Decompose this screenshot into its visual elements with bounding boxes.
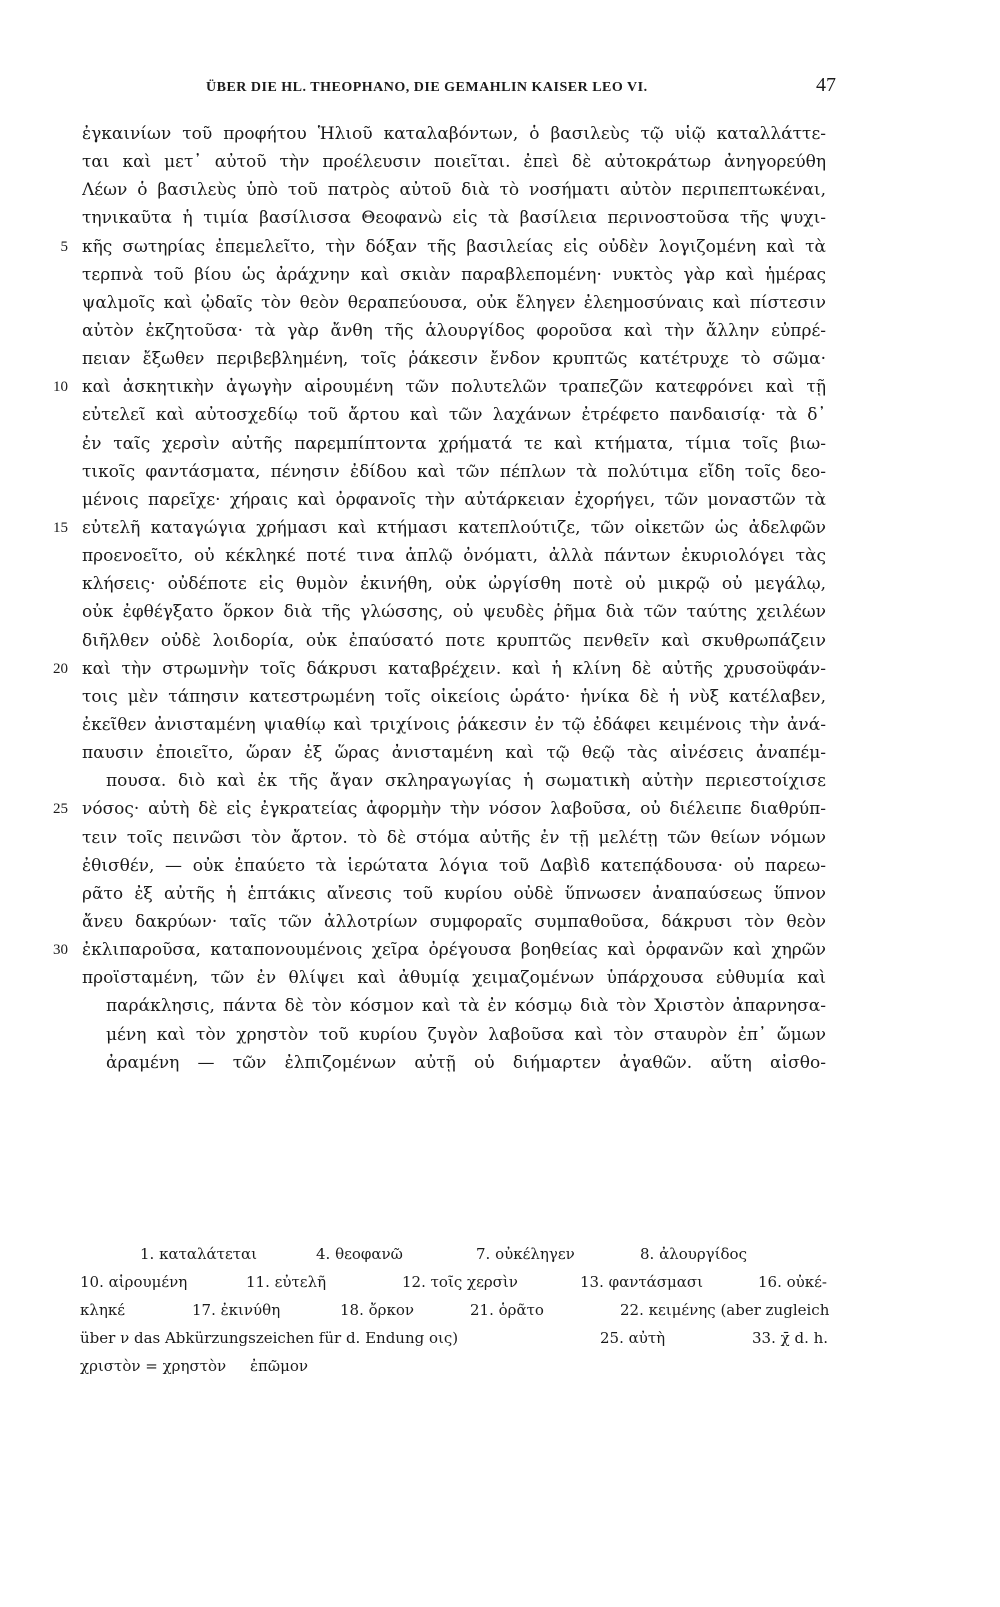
text-line <box>50 120 850 148</box>
line-text: πουσα. διὸ καὶ ἐκ τῆς ἄγαν σκληραγωγίας ἡ σωματικὴ αὐτὴν περιεστοίχισε <box>106 771 826 792</box>
line-text: μένη καὶ τὸν χρηστὸν τοῦ κυρίου ζυγὸν λαβοῦσα καὶ τὸν σταυρὸν ἐπ᾿ ὤμων <box>106 1024 826 1045</box>
note-entry: 33. χ̄ d. h. <box>752 1329 829 1347</box>
note-entry: 10. αἱρουμένη <box>80 1273 188 1291</box>
line-number: 30 <box>53 942 68 959</box>
note-entry: 13. φαντάσμασι <box>580 1273 704 1291</box>
line-text: ἄνευ δακρύων· ταῖς τῶν ἀλλοτρίων συμφοραῖς συμπαθοῦσα, δάκρυσι τὸν θεὸν <box>82 911 826 932</box>
header-title: ÜBER DIE HL. THEOPHANO, DIE GEMAHLIN KAISER LEO VI. <box>206 80 648 95</box>
text-line <box>50 795 850 823</box>
line-text: κλήσεις· οὐδέποτε εἰς θυμὸν ἐκινήθη, οὐκ ὠργίσθη ποτὲ οὐ μικρῷ οὐ μεγάλῳ, <box>82 574 826 595</box>
line-number: 10 <box>53 379 68 396</box>
line-text: Λέων ὁ βασιλεὺς ὑπὸ τοῦ πατρὸς αὐτοῦ διὰ τὸ νοσήματι αὐτὸν περιπεπτωκέναι, <box>82 180 826 201</box>
note-line <box>80 1324 840 1352</box>
note-entry: 1. καταλάτεται <box>140 1245 258 1263</box>
note-entry: 22. κειμένης (aber zugleich <box>620 1301 830 1319</box>
line-number: 25 <box>53 801 68 818</box>
note-entry: 17. ἐκινύθη <box>192 1301 281 1319</box>
text-line <box>50 1049 850 1077</box>
running-header <box>206 74 836 104</box>
line-text: μένοις παρεῖχε· χήραις καὶ ὀρφανοῖς τὴν αὐτάρκειαν ἐχορήγει, τῶν μοναστῶν τὰ <box>82 489 826 510</box>
line-text: προϊσταμένη, τῶν ἐν θλίψει καὶ ἀθυμίᾳ χειμαζομένων ὑπάρχουσα εὐθυμία καὶ <box>82 968 826 989</box>
text-line <box>50 345 850 373</box>
text-line <box>50 1021 850 1049</box>
line-text: τικοῖς φαντάσματα, πένησιν ἐδίδου καὶ τῶν πέπλων τὰ πολύτιμα εἴδη τοῖς δεο- <box>82 461 826 482</box>
note-entry: 8. ἀλουργίδος <box>640 1245 747 1263</box>
text-line <box>50 824 850 852</box>
line-text: αὐτὸν ἐκζητοῦσα· τὰ γὰρ ἄνθη τῆς ἁλουργίδος φοροῦσα καὶ τὴν ἄλλην εὐπρέ- <box>82 320 826 341</box>
note-entry: ἐπῶμον <box>250 1357 309 1375</box>
text-line <box>50 317 850 345</box>
text-line <box>50 486 850 514</box>
line-text: καὶ τὴν στρωμνὴν τοῖς δάκρυσι καταβρέχειν. καὶ ἡ κλίνη δὲ αὐτῆς χρυσοϋφάν- <box>82 658 826 679</box>
text-line <box>50 964 850 992</box>
page-number: 47 <box>816 74 836 96</box>
text-line <box>50 176 850 204</box>
line-text: ἐκλιπαροῦσα, καταπονουμένοις χεῖρα ὀρέγουσα βοηθείας καὶ ὀρφανῶν καὶ χηρῶν <box>82 940 826 961</box>
line-text: παράκλησις, πάντα δὲ τὸν κόσμον καὶ τὰ ἐν κόσμῳ διὰ τὸν Χριστὸν ἀπαρνησα- <box>106 996 826 1017</box>
text-line <box>50 683 850 711</box>
line-text: ρᾶτο ἐξ αὐτῆς ἡ ἑπτάκις αἴνεσις τοῦ κυρίου οὐδὲ ὕπνωσεν ἀναπαύσεως ὕπνον <box>82 883 826 904</box>
line-text: διῆλθεν οὐδὲ λοιδορία, οὐκ ἐπαύσατό ποτε κρυπτῶς πενθεῖν καὶ σκυθρωπάζειν <box>82 630 826 651</box>
text-line <box>50 542 850 570</box>
note-entry: 7. οὐκέληγεν <box>476 1245 575 1263</box>
text-line <box>50 598 850 626</box>
note-entry: 21. ὁρᾶτο <box>470 1301 544 1319</box>
note-line <box>80 1268 840 1296</box>
note-entry: 11. εὐτελῆ <box>246 1273 327 1291</box>
note-entry: 18. ὄρκον <box>340 1301 414 1319</box>
text-line <box>50 711 850 739</box>
line-text: τειν τοῖς πεινῶσι τὸν ἄρτον. τὸ δὲ στόμα αὐτῆς ἐν τῇ μελέτῃ τῶν θείων νόμων <box>82 827 826 848</box>
note-entry: über ν das Abkürzungszeichen für d. Endung οις) <box>80 1329 459 1347</box>
text-line <box>50 148 850 176</box>
line-text: νόσος· αὐτὴ δὲ εἰς ἐγκρατείας ἀφορμὴν τὴν νόσον λαβοῦσα, οὐ διέλειπε διαθρύπ- <box>82 799 826 820</box>
line-text: προενοεῖτο, οὐ κέκληκέ ποτέ τινα ἁπλῷ ὀνόματι, ἀλλὰ πάντων ἐκυριολόγει τὰς <box>82 546 826 567</box>
line-text: ται καὶ μετ᾿ αὐτοῦ τὴν προέλευσιν ποιεῖται. ἐπεὶ δὲ αὐτοκράτωρ ἀνηγορεύθη <box>82 152 826 173</box>
note-entry: 4. θεοφανῶ <box>316 1245 403 1263</box>
text-line <box>50 908 850 936</box>
text-line <box>50 627 850 655</box>
text-line <box>50 767 850 795</box>
text-line <box>50 514 850 542</box>
line-text: ἐθισθέν, — οὐκ ἐπαύετο τὰ ἱερώτατα λόγια τοῦ Δαβὶδ κατεπᾴδουσα· οὐ παρεω- <box>82 855 826 876</box>
note-line <box>80 1240 840 1268</box>
line-text: πειαν ἔξωθεν περιβεβλημένη, τοῖς ῥάκεσιν ἔνδον κρυπτῶς κατέτρυχε τὸ σῶμα· <box>82 349 826 370</box>
text-line <box>50 992 850 1020</box>
line-text: τερπνὰ τοῦ βίου ὡς ἀράχνην καὶ σκιὰν παραβλεπομένη· νυκτὸς γὰρ καὶ ἡμέρας <box>82 264 826 285</box>
text-line <box>50 261 850 289</box>
text-line <box>50 880 850 908</box>
text-line <box>50 373 850 401</box>
note-entry: χριστὸν = χρηστὸν <box>80 1357 227 1375</box>
text-line <box>50 401 850 429</box>
greek-text-body <box>50 120 850 1077</box>
note-line <box>80 1352 840 1380</box>
text-line <box>50 852 850 880</box>
text-line <box>50 739 850 767</box>
note-entry: κληκέ <box>80 1301 126 1319</box>
text-line <box>50 204 850 232</box>
line-number: 20 <box>53 660 68 677</box>
line-text: τηνικαῦτα ἡ τιμία βασίλισσα Θεοφανὼ εἰς τὰ βασίλεια περινοστοῦσα τῆς ψυχι- <box>82 208 826 229</box>
text-line <box>50 936 850 964</box>
line-text: ἐν ταῖς χερσὶν αὐτῆς παρεμπίπτοντα χρήματά τε καὶ κτήματα, τίμια τοῖς βιω- <box>82 433 826 454</box>
line-text: καὶ ἀσκητικὴν ἀγωγὴν αἱρουμένη τῶν πολυτελῶν τραπεζῶν κατεφρόνει καὶ τῇ <box>82 377 826 398</box>
line-number: 5 <box>60 238 68 255</box>
text-line <box>50 430 850 458</box>
line-text: οὐκ ἐφθέγξατο ὅρκον διὰ τῆς γλώσσης, οὐ ψευδὲς ῥῆμα διὰ τῶν ταύτης χειλέων <box>82 602 826 623</box>
text-line <box>50 233 850 261</box>
line-text: κῆς σωτηρίας ἐπεμελεῖτο, τὴν δόξαν τῆς βασιλείας εἰς οὐδὲν λογιζομένη καὶ τὰ <box>82 236 826 257</box>
note-entry: 12. τοῖς χερσὶν <box>402 1273 518 1291</box>
text-line <box>50 655 850 683</box>
text-line <box>50 289 850 317</box>
line-text: εὐτελεῖ καὶ αὐτοσχεδίῳ τοῦ ἄρτου καὶ τῶν λαχάνων ἐτρέφετο πανδαισίᾳ· τὰ δ᾿ <box>82 405 826 426</box>
note-entry: 16. οὐκέ- <box>758 1273 827 1291</box>
note-line <box>80 1296 840 1324</box>
line-text: ἐκεῖθεν ἀνισταμένη ψιαθίῳ καὶ τριχίνοις ῥάκεσιν ἐν τῷ ἐδάφει κειμένοις τὴν ἀνά- <box>82 714 826 735</box>
line-text: τοις μὲν τάπησιν κατεστρωμένη τοῖς οἰκείοις ὡράτο· ἡνίκα δὲ ἡ νὺξ κατέλαβεν, <box>82 686 826 707</box>
note-entry: 25. αὐτὴ <box>600 1329 666 1347</box>
line-text: παυσιν ἐποιεῖτο, ὥραν ἐξ ὥρας ἀνισταμένη καὶ τῷ θεῷ τὰς αἰνέσεις ἀναπέμ- <box>82 743 826 764</box>
line-text: ἀραμένη — τῶν ἐλπιζομένων αὐτῇ οὐ διήμαρτεν ἀγαθῶν. αὕτη αἰσθο- <box>106 1052 826 1073</box>
line-text: ἐγκαινίων τοῦ προφήτου Ἡλιοῦ καταλαβόντων, ὁ βασιλεὺς τῷ υἱῷ καταλλάττε- <box>82 124 826 144</box>
critical-apparatus <box>80 1240 840 1380</box>
line-text: ψαλμοῖς καὶ ᾠδαῖς τὸν θεὸν θεραπεύουσα, οὐκ ἔληγεν ἐλεημοσύναις καὶ πίστεσιν <box>82 292 826 313</box>
text-line <box>50 458 850 486</box>
line-text: εὐτελῆ καταγώγια χρήμασι καὶ κτήμασι κατεπλούτιζε, τῶν οἰκετῶν ὡς ἀδελφῶν <box>82 517 826 538</box>
text-line <box>50 570 850 598</box>
line-number: 15 <box>53 519 68 536</box>
